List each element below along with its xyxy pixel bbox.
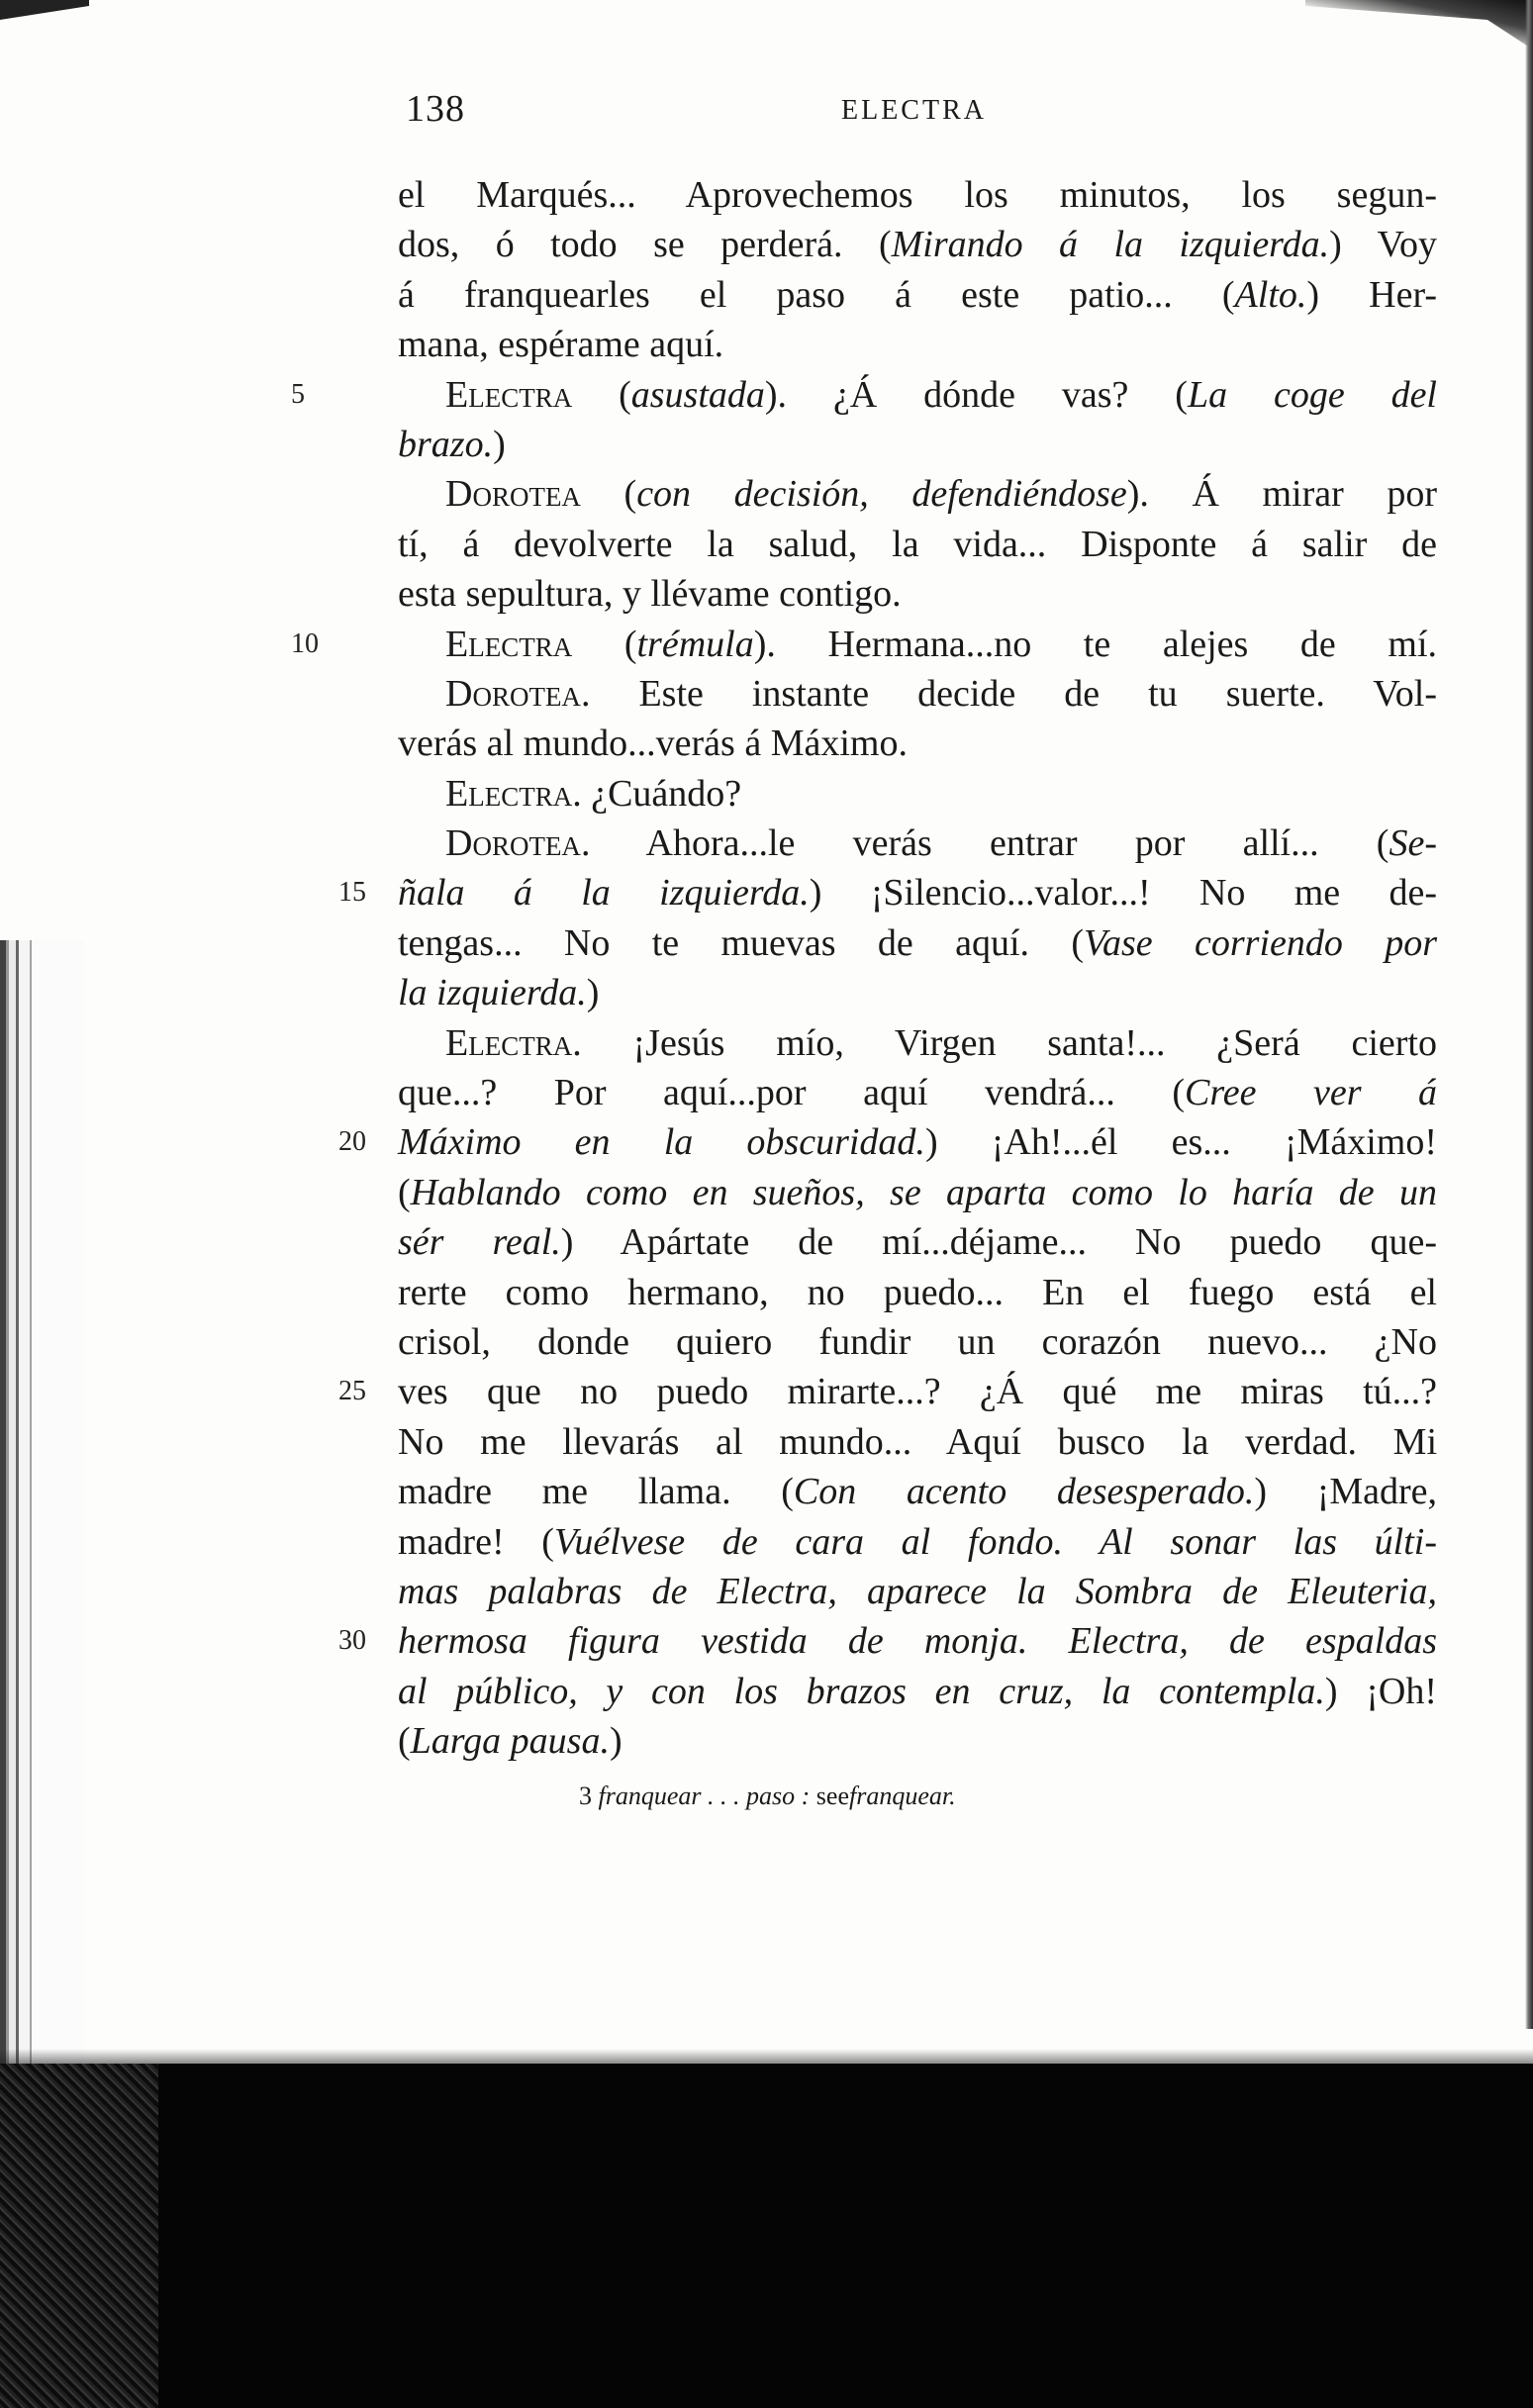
dialogue-text: ) (586, 972, 600, 1014)
stage-direction: trémula (636, 623, 754, 665)
text-line (398, 1716, 1437, 1766)
stage-direction: mas palabras de Electra, aparece la Sombra de Eleuteria, (398, 1570, 1437, 1612)
dialogue-text: crisol, donde quiero fundir un corazón nuevo... ¿No (398, 1320, 1437, 1363)
stage-direction: Hablando como en sueños, se aparta como lo haría de un (410, 1171, 1437, 1213)
stage-direction: Cree ver á (1185, 1072, 1437, 1114)
text-line (338, 1367, 1437, 1416)
dialogue-text: ) ¡Oh! (1324, 1670, 1438, 1712)
stage-direction: sér real. (398, 1221, 561, 1264)
footnote-term: franquear . . . paso : (598, 1782, 811, 1810)
text-line (398, 1168, 1437, 1217)
stage-direction: Alto. (1234, 273, 1307, 316)
text-line (398, 1068, 1437, 1117)
text-line (398, 1018, 1437, 1068)
text-line (398, 569, 1437, 619)
text-line (398, 1467, 1437, 1516)
line-number: 5 (291, 378, 305, 410)
text-line (398, 769, 1437, 819)
dialogue-text: ( (572, 373, 631, 416)
text-line (398, 270, 1437, 320)
speaker-name: Dorotea (445, 473, 581, 516)
text-line (398, 669, 1437, 719)
page-number: 138 (406, 88, 465, 130)
dialogue-text: verás al mundo...verás á Máximo. (398, 722, 908, 765)
text-line (338, 1616, 1437, 1666)
stage-direction: Máximo en la obscuridad. (398, 1121, 925, 1164)
text-line (398, 719, 1437, 768)
dialogue-text: ) (493, 423, 506, 465)
stage-direction: al público, y con los brazos en cruz, la contempla. (398, 1670, 1325, 1712)
dialogue-text: dos, ó todo se perderá. ( (398, 224, 892, 266)
running-title: ELECTRA (841, 95, 987, 126)
stage-direction: La coge del (1187, 373, 1437, 416)
dialogue-text: tí, á devolverte la salud, la vida... Disponte á salir de (398, 523, 1437, 565)
body-text (291, 170, 1438, 1767)
stage-direction: Con acento desesperado. (793, 1471, 1255, 1513)
speaker-name: Dorotea (445, 672, 581, 715)
dialogue-text: . Este instante decide de tu suerte. Vol- (580, 672, 1437, 715)
text-line (398, 320, 1437, 369)
footnote-ref: franquear. (848, 1782, 956, 1810)
stage-direction: brazo. (398, 423, 494, 465)
text-line (398, 1667, 1437, 1716)
dialogue-text: madre me llama. ( (398, 1471, 794, 1513)
dialogue-text: ) Apártate de mí...déjame... No puedo que- (560, 1221, 1437, 1264)
text-line (398, 1567, 1437, 1616)
speaker-name: Electra (445, 1021, 573, 1064)
dialogue-text: . ¡Jesús mío, Virgen santa!... ¿Será cierto (572, 1021, 1437, 1064)
dialogue-text: ). Á mirar por (1126, 473, 1438, 516)
stage-direction: Vuélvese de cara al fondo. Al sonar las últi- (553, 1520, 1437, 1563)
speaker-name: Dorotea (445, 822, 581, 865)
dialogue-text: . Ahora...le verás entrar por allí... ( (580, 822, 1389, 865)
text-line (398, 469, 1437, 519)
speaker-name: Electra (445, 623, 573, 665)
speaker-name: Electra (445, 772, 573, 815)
text-line (398, 1217, 1437, 1267)
dialogue-text: . ¿Cuándo? (572, 772, 742, 815)
dialogue-text: el Marqués... Aprovechemos los minutos, los segun- (398, 174, 1437, 216)
dialogue-text: ves que no puedo mirarte...? ¿Á qué me miras tú...? (398, 1371, 1437, 1413)
footnote-number: 3 (579, 1782, 592, 1810)
stage-direction: ñala á la izquierda. (398, 872, 810, 915)
dialogue-text: ). Hermana...no te alejes de mí. (753, 623, 1437, 665)
scan-noise (0, 2064, 158, 2408)
scan-bottom-band (0, 2064, 1533, 2408)
stage-direction: asustada (630, 373, 765, 416)
dialogue-text: á franquearles el paso á este patio... ( (398, 273, 1235, 316)
text-line (398, 1517, 1437, 1567)
text-line (398, 918, 1437, 968)
book-spine-shadow (0, 940, 84, 2069)
stage-direction: hermosa figura vestida de monja. Electra, de espaldas (398, 1620, 1437, 1663)
text-line (398, 819, 1437, 868)
text-line (338, 868, 1437, 917)
dialogue-text: ( (580, 473, 637, 516)
stage-direction: con decisión, defendiéndose (636, 473, 1127, 516)
footnote (579, 1782, 956, 1811)
line-number: 20 (338, 1126, 366, 1158)
text-line (291, 620, 1437, 669)
speaker-name: Electra (445, 373, 573, 416)
dialogue-text: mana, espérame aquí. (398, 324, 724, 366)
text-line (398, 170, 1437, 220)
dialogue-text: esta sepultura, y llévame contigo. (398, 573, 902, 616)
text-line (398, 1417, 1437, 1467)
dialogue-text: tengas... No te muevas de aquí. ( (398, 921, 1085, 964)
stage-direction: Se- (1389, 822, 1437, 865)
dialogue-text: ) ¡Ah!...él es... ¡Máximo! (924, 1121, 1437, 1164)
text-line (398, 1317, 1437, 1367)
dialogue-text: ) ¡Madre, (1254, 1471, 1437, 1513)
dialogue-text: ( (572, 623, 637, 665)
text-line (398, 220, 1437, 269)
footnote-see: see (815, 1782, 849, 1810)
text-line (398, 520, 1437, 569)
text-line (398, 420, 1437, 469)
dialogue-text: madre! ( (398, 1520, 554, 1563)
line-number: 10 (291, 627, 319, 659)
dialogue-text: ). ¿Á dónde vas? ( (764, 373, 1188, 416)
stage-direction: la izquierda. (398, 972, 587, 1014)
dialogue-text: ) (609, 1720, 623, 1763)
dialogue-text: que...? Por aquí...por aquí vendrá... ( (398, 1072, 1186, 1114)
stage-direction: Vase corriendo por (1084, 921, 1438, 964)
text-line (398, 1268, 1437, 1317)
text-line (398, 968, 1437, 1017)
dialogue-text: ) Voy (1329, 224, 1438, 266)
dialogue-text: No me llevarás al mundo... Aquí busco la verdad. Mi (398, 1420, 1437, 1463)
stage-direction: Larga pausa. (410, 1720, 610, 1763)
dialogue-text: ) ¡Silencio...valor...! No me de- (809, 872, 1437, 915)
running-head (406, 87, 1019, 137)
dialogue-text: rerte como hermano, no puedo... En el fuego está el (398, 1271, 1437, 1313)
dialogue-text: ( (398, 1171, 411, 1213)
line-number: 30 (338, 1625, 366, 1657)
line-number: 25 (338, 1376, 366, 1407)
dialogue-text: ) Her- (1306, 273, 1437, 316)
text-line (291, 370, 1437, 420)
text-line (338, 1117, 1437, 1167)
stage-direction: Mirando á la izquierda. (891, 224, 1330, 266)
line-number: 15 (338, 877, 366, 909)
scan-edge-right (1525, 0, 1533, 2029)
dialogue-text: ( (398, 1720, 411, 1763)
